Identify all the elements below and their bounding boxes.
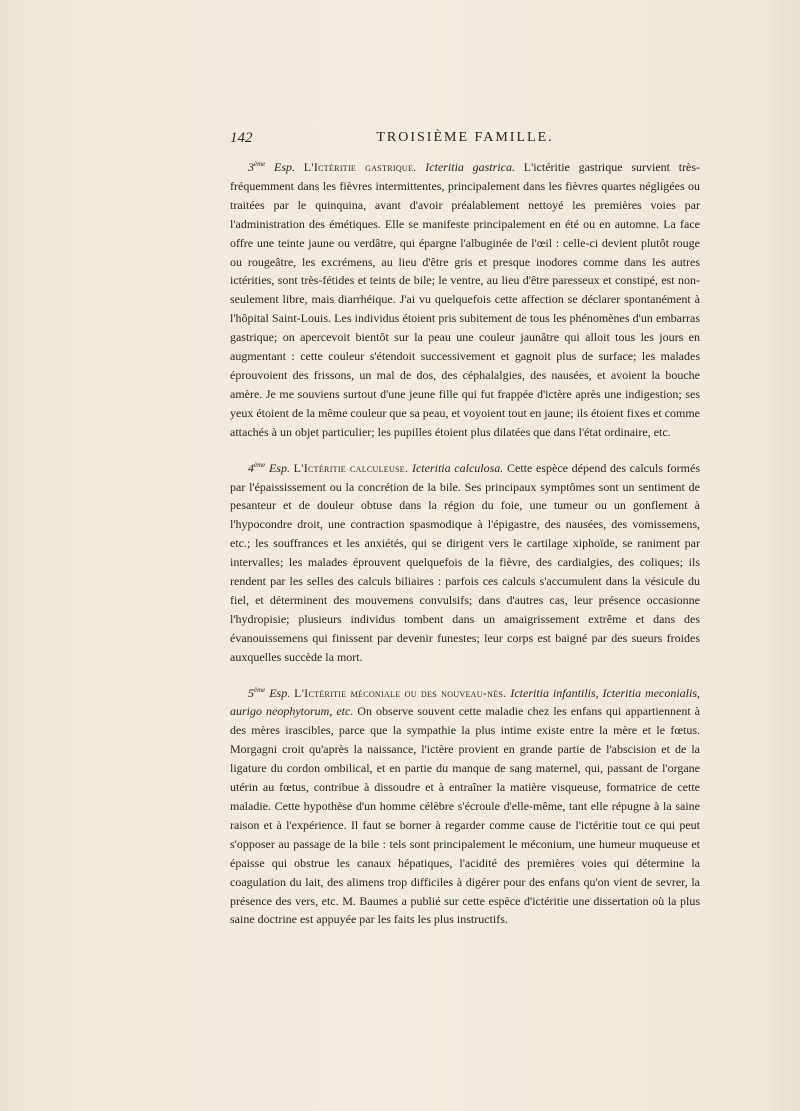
- running-title: TROISIÈME FAMILLE.: [376, 130, 554, 145]
- paragraph-text: Cette espèce dépend des calculs formés par l'épaississement ou la concrétion de la bile. Ses principaux symptômes sont un sentiment de pesanteur et de douleur obtuse dans la région du foie, une tumeur ou un gonflement à l'hypocondre droit, une contraction spasmodique à l'épigastre, des nausées, des vomissemens, etc.; les souffrances et les anxiétés, qui se dirigent vers le cartilage xiphoïde, se raniment par intervalles; les malades éprouvent quelquefois de la fièvre, des cardialgies, des coliques; ils rendent par les selles des calculs biliaires : parfois ces calculs s'accumulent dans la vésicule du fiel, et déterminent des mouvemens convulsifs; dans d'autres cas, leur présence occasionne l'hydropisie; plusieurs individus tombent dans un amaigrissement extrême et dans des évanouissemens qui finissent par devenir funestes; leur corps est baigné par des sueurs froides auxquelles succède la mort.: [230, 460, 701, 664]
- species-title: L'Ictéritie gastrique.: [303, 160, 417, 174]
- species-paragraph-3: [230, 155, 700, 442]
- paragraph-text: L'ictéritie gastrique survient très-fréquemment dans les fièvres intermittentes, principalement dans les fièvres quartes négligées ou traitées par le quinquina, avant d'avoir préalablement nettoyé les premières voies par l'administration des émétiques. Elle se manifeste principalement en été ou en automne. La face offre une teinte jaune ou verdâtre, qui épargne l'albuginée de l'œil : celle-ci devient plutôt rouge ou rougeâtre, les excrémens, au lieu d'être gris et presque inodores comme dans les autres ictérities, sont très-fétides et teints de bile; le ventre, au lieu d'être paresseux et constipé, est non-seulement libre, mais diarrhéique. J'ai vu quelquefois cette affection se déclarer spontanément à l'hôpital Saint-Louis. Les individus étoient pris subitement de tous les phénomènes d'un embarras gastrique; on apercevoit bientôt sur la peau une couleur jaunâtre qui alloit tous les jours en augmentant : cette couleur s'étendoit successivement et gagnoit plus de surface; les malades éprouvoient des frissons, un mal de dos, des céphalalgies, des nausées, et avoient la bouche amère. Je me souviens surtout d'une jeune fille qui fut frappée d'ictère après une indigestion; ses yeux étoient de la même couleur que sa peau, et voyoient tout en jaune; ils étoient fixes et comme attachés à un objet particulier; les pupilles étoient plus dilatées que dans l'état ordinaire, etc.: [230, 160, 701, 439]
- page-number: 142: [230, 130, 253, 146]
- latin-name: Icteritia infantilis, Icteritia meconialis, aurigo neophytorum, etc.: [230, 685, 701, 719]
- latin-name: Icteritia gastrica.: [425, 160, 515, 174]
- species-number: 4ème Esp.: [248, 460, 290, 475]
- species-number: 5ème Esp.: [248, 685, 291, 700]
- paragraph-text: On observe souvent cette maladie chez les enfans qui appartiennent à des mères irascibles, parce que la sympathie la plus intime existe entre la mère et le fœtus. Morgagni croit qu'après la naissance, l'ictère provient en grande partie de l'abscision et de la ligature du cordon ombilical, et en partie du manque de sang maternel, qui, passant de l'organe utérin au fœtus, contribue à dissoudre et à entraîner la matière visqueuse, formatrice de cette maladie. Cette hypothèse d'un homme célèbre s'écroule d'elle-même, tant elle répugne à la saine raison et à l'expérience. Il faut se borner à regarder comme cause de l'ictéritie tout ce qui peut s'opposer au passage de la bile : tels sont principalement le méconium, une humeur muqueuse et épaisse qui obstrue les canaux hépatiques, l'acidité des premières voies qui détermine la coagulation du lait, des alimens trop difficiles à digérer pour des enfans qu'on vient de sevrer, la présence des vers, etc. M. Baumes a publié sur cette espèce d'ictéritie une dissertation où la plus saine doctrine est appuyée par les faits les plus instructifs.: [230, 704, 701, 927]
- body-text: [230, 155, 700, 943]
- species-title: L'Ictéritie méconiale ou des nouveau-nés.: [294, 685, 507, 700]
- species-title: L'Ictéritie calculeuse.: [293, 460, 409, 475]
- species-number: 3ème Esp.: [248, 160, 296, 174]
- page-header: [230, 130, 700, 150]
- species-paragraph-4: [230, 456, 700, 667]
- latin-name: Icteritia calculosa.: [411, 460, 504, 475]
- species-paragraph-5: [230, 681, 700, 930]
